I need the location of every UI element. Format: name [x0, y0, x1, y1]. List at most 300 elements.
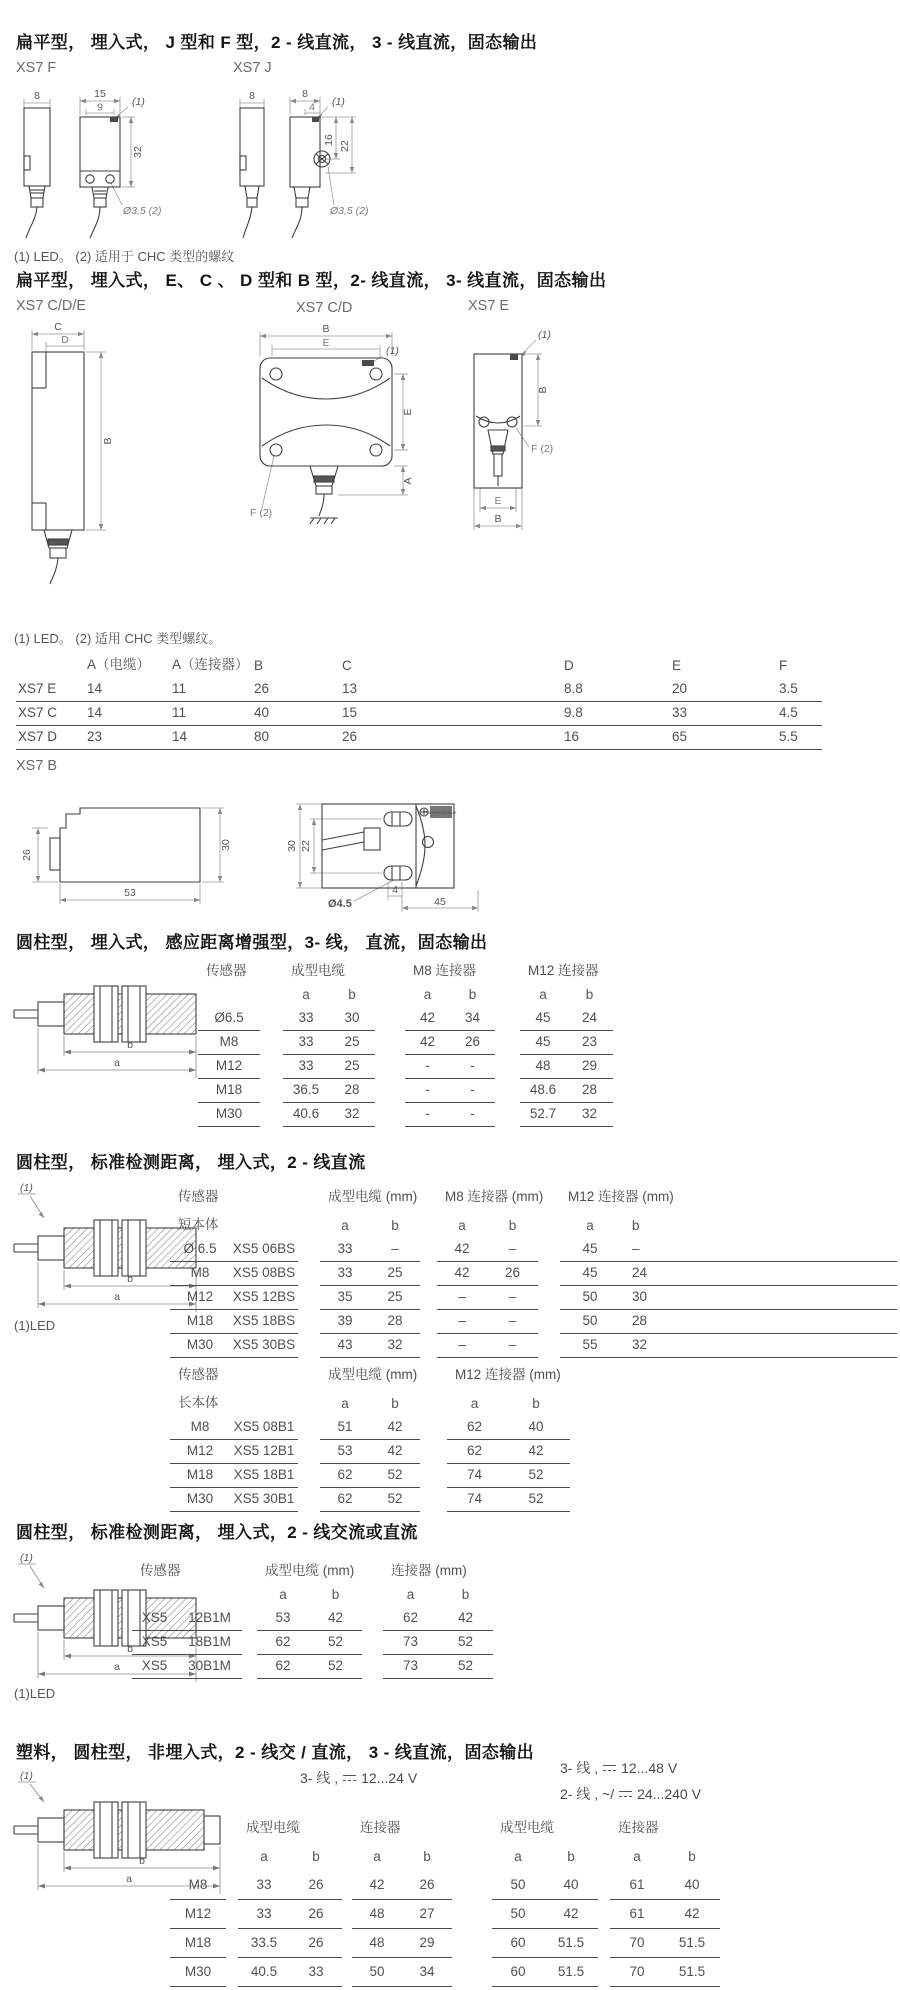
table-cell: 62 — [447, 1416, 502, 1440]
table-cell: 传感器 — [140, 1563, 181, 1578]
table-cell: 43 — [320, 1334, 370, 1358]
xs7j-drawing — [228, 86, 418, 246]
table-cell: 53 — [320, 1440, 370, 1464]
table-cell: 42 — [370, 1440, 420, 1464]
led-callout: (1) — [20, 1182, 33, 1194]
led-callout: (1) — [132, 96, 145, 108]
dim-label: 45 — [434, 896, 446, 908]
table-cell: 52 — [438, 1655, 493, 1679]
table-row — [170, 1262, 897, 1286]
dim-label: b — [127, 1643, 133, 1655]
table-cell: 长本体 — [178, 1395, 219, 1410]
table-cell: 74 — [447, 1464, 502, 1488]
table-cell: 33.5 — [238, 1929, 290, 1958]
table-cell: 42 — [502, 1440, 570, 1464]
table-cell: A（连接器） — [172, 657, 249, 672]
voltage-label-acdc240 — [560, 1784, 701, 1804]
table-cell: 42 — [664, 1900, 720, 1929]
led-callout: (1) — [20, 1552, 33, 1564]
table-cell: 45 — [560, 1262, 620, 1286]
table-cell: 11 — [170, 678, 252, 702]
table-cell: 73 — [383, 1631, 438, 1655]
table-cell: 成型电缆 (mm) — [265, 1563, 355, 1578]
flat-dimension-table — [16, 650, 822, 750]
dim-label: 30 — [220, 839, 232, 851]
dc-symbol-icon — [342, 1773, 357, 1783]
table-row — [16, 678, 822, 702]
table-cell: 34 — [450, 1007, 495, 1031]
dim-label: E — [494, 495, 502, 507]
table-cell: 成型电缆 — [246, 1820, 300, 1835]
standard-short-body-table — [170, 1182, 897, 1358]
table-subheader-row — [170, 1210, 897, 1238]
table-cell: 74 — [447, 1488, 502, 1512]
table-cell: 48 — [352, 1929, 402, 1958]
table-row — [198, 1031, 613, 1055]
dim-label: 22 — [339, 140, 351, 152]
voltage-value: 12...48 V — [621, 1760, 678, 1776]
table-cell: 20 — [670, 678, 777, 702]
table-cell: a — [341, 1396, 349, 1411]
table-cell: b — [461, 1587, 470, 1602]
table-cell: 32 — [329, 1103, 375, 1127]
table-cell: 34 — [402, 1958, 452, 1987]
table-cell: E — [672, 658, 682, 673]
table-cell: 28 — [329, 1079, 375, 1103]
table-cell: M30 — [170, 1334, 230, 1358]
table-cell: 33 — [238, 1900, 290, 1929]
table-cell: b — [348, 987, 356, 1002]
table-cell: a — [586, 1218, 594, 1233]
table-cell: 42 — [405, 1007, 450, 1031]
table-cell: 42 — [309, 1607, 362, 1631]
table-cell: 11 — [170, 702, 252, 726]
table-cell: 23 — [566, 1031, 613, 1055]
footnote: (1)LED — [14, 1686, 56, 1701]
table-cell: M18 — [170, 1464, 230, 1488]
table-cell: 18B1M — [177, 1631, 242, 1655]
table-cell: 80 — [252, 726, 340, 750]
table-row — [198, 1079, 613, 1103]
table-cell: XS5 18B1 — [230, 1464, 298, 1488]
table-header-row — [198, 956, 613, 984]
section-title-plastic-cyl: 塑料， 圆柱型， 非埋入式，2 - 线交 / 直流， 3 - 线直流，固态输出 — [16, 1743, 535, 1762]
table-cell: Ø 6.5 — [170, 1238, 230, 1262]
table-cell: M30 — [198, 1103, 260, 1127]
table-cell: 48 — [520, 1055, 566, 1079]
led-callout: (1) — [20, 1770, 33, 1782]
dim-label: 8 — [249, 90, 255, 102]
dim-label: B — [537, 386, 549, 394]
table-row — [132, 1655, 493, 1679]
table-cell: b — [567, 1849, 575, 1864]
table-cell: 25 — [329, 1055, 375, 1079]
section-title-cyl-std-dc: 圆柱型， 标准检测距离， 埋入式，2 - 线直流 — [16, 1153, 366, 1172]
table-cell: 8.8 — [562, 678, 670, 702]
model-label-xs7b: XS7 B — [16, 758, 58, 774]
table-cell: a — [406, 1587, 415, 1602]
dim-label: 9 — [97, 101, 103, 114]
table-cell: 14 — [85, 702, 170, 726]
hole-label: F (2) — [250, 507, 273, 519]
table-cell: 30B1M — [177, 1655, 242, 1679]
table-cell: 26 — [487, 1262, 538, 1286]
table-cell: 26 — [450, 1031, 495, 1055]
table-cell: 51 — [320, 1416, 370, 1440]
table-cell: b — [585, 987, 594, 1002]
table-cell: 61 — [610, 1900, 664, 1929]
table-subheader-row — [132, 1584, 493, 1607]
table-row — [170, 1488, 570, 1512]
table-cell: a — [539, 987, 547, 1002]
table-cell: – — [620, 1238, 897, 1262]
table-cell: 48 — [352, 1900, 402, 1929]
table-cell: 成型电缆 — [500, 1820, 554, 1835]
voltage-prefix: 3- 线 , — [560, 1760, 599, 1776]
table-cell: 50 — [560, 1286, 620, 1310]
model-label-xs7f: XS7 F — [16, 60, 57, 76]
table-cell: b — [532, 1396, 540, 1411]
section-title-cyl-enhanced: 圆柱型， 埋入式， 感应距离增强型，3- 线， 直流，固态输出 — [16, 933, 488, 952]
table-cell: 50 — [492, 1871, 544, 1900]
plastic-cylindrical-table — [170, 1810, 720, 1987]
table-cell: 52 — [309, 1631, 362, 1655]
dim-label: D — [61, 334, 69, 346]
table-cell: 51.5 — [664, 1929, 720, 1958]
table-cell: 50 — [560, 1310, 620, 1334]
table-cell: b — [468, 987, 477, 1002]
table-cell: 25 — [370, 1286, 420, 1310]
table-cell: 52 — [502, 1464, 570, 1488]
table-cell: a — [341, 1218, 349, 1233]
dim-label: 4 — [309, 101, 315, 114]
table-cell: - — [450, 1055, 495, 1079]
table-cell: M12 — [198, 1055, 260, 1079]
table-cell: XS5 — [132, 1631, 177, 1655]
dim-label: 4 — [392, 884, 398, 896]
table-cell: 52 — [438, 1631, 493, 1655]
table-cell: 16 — [562, 726, 670, 750]
hole-label: F (2) — [531, 443, 554, 455]
table-cell: 36.5 — [283, 1079, 329, 1103]
table-cell: b — [423, 1849, 431, 1864]
table-row — [132, 1607, 493, 1631]
model-label-xs7e: XS7 E — [468, 298, 510, 314]
dim-label: a — [114, 1057, 120, 1069]
table-header-row — [170, 1360, 570, 1388]
table-row — [16, 702, 822, 726]
table-cell: 26 — [252, 678, 340, 702]
table-cell: 25 — [370, 1262, 420, 1286]
ac-symbol: ~/ — [602, 1786, 615, 1802]
table-cell: M8 — [170, 1871, 226, 1900]
table-cell: - — [405, 1055, 450, 1079]
model-label-xs7j: XS7 J — [233, 60, 272, 76]
table-row — [170, 1238, 897, 1262]
table-cell: 9.8 — [562, 702, 670, 726]
table-cell: b — [508, 1218, 517, 1233]
voltage-prefix: 2- 线 , — [560, 1786, 599, 1802]
dim-label: B — [322, 323, 330, 335]
dim-label: B — [494, 513, 502, 525]
table-cell: 23 — [85, 726, 170, 750]
table-cell: 15 — [340, 702, 562, 726]
table-cell: 42 — [544, 1900, 598, 1929]
footnote: (1) LED。 (2) 适用 CHC 类型螺纹。 — [14, 631, 222, 646]
xs7cd-drawing — [246, 318, 416, 623]
table-cell: – — [487, 1286, 538, 1310]
dim-label: 8 — [34, 90, 40, 102]
table-cell: B — [254, 658, 264, 673]
table-row — [170, 1958, 720, 1987]
table-cell: 42 — [405, 1031, 450, 1055]
table-cell: 73 — [383, 1655, 438, 1679]
table-cell: 39 — [320, 1310, 370, 1334]
table-cell: Ø6.5 — [198, 1007, 260, 1031]
table-cell: M18 — [198, 1079, 260, 1103]
table-cell: 成型电缆 — [291, 963, 345, 978]
table-cell: 45 — [520, 1007, 566, 1031]
xs7b-side-drawing — [18, 780, 253, 920]
voltage-value: 24...240 V — [637, 1786, 701, 1802]
table-header-row — [170, 1182, 897, 1210]
dim-label: b — [139, 1855, 145, 1867]
table-cell: 42 — [437, 1262, 487, 1286]
table-cell: a — [279, 1587, 287, 1602]
hole-label: Ø3,5 (2) — [123, 205, 162, 217]
xs7cde-drawing — [12, 318, 127, 588]
table-cell: XS5 — [132, 1607, 177, 1631]
table-cell: 4.5 — [777, 702, 822, 726]
table-cell: A（电缆） — [87, 657, 151, 672]
table-cell: 33 — [290, 1958, 342, 1987]
table-cell: 24 — [620, 1262, 897, 1286]
table-cell: 52.7 — [520, 1103, 566, 1127]
table-cell: 27 — [402, 1900, 452, 1929]
table-cell: a — [302, 987, 310, 1002]
table-cell: 52 — [309, 1655, 362, 1679]
dim-label: 26 — [21, 849, 33, 861]
table-cell: 52 — [370, 1488, 420, 1512]
table-cell: – — [487, 1238, 538, 1262]
table-cell: 28 — [370, 1310, 420, 1334]
table-cell: 62 — [257, 1631, 309, 1655]
table-cell: a — [458, 1218, 466, 1233]
table-cell: XS7 D — [16, 726, 85, 750]
table-cell: b — [391, 1218, 399, 1233]
voltage-value: 12...24 V — [361, 1770, 418, 1786]
table-cell: XS5 30B1 — [230, 1488, 298, 1512]
table-cell: 65 — [670, 726, 777, 750]
led-callout: (1) — [538, 329, 551, 341]
table-cell: 29 — [402, 1929, 452, 1958]
table-cell: XS5 08BS — [230, 1262, 298, 1286]
table-row — [170, 1286, 897, 1310]
table-cell: 24 — [566, 1007, 613, 1031]
table-cell: 13 — [340, 678, 562, 702]
standard-long-body-table — [170, 1360, 570, 1512]
dim-label: B — [102, 437, 114, 445]
table-cell: XS5 06BS — [230, 1238, 298, 1262]
table-cell: 48.6 — [520, 1079, 566, 1103]
table-row — [170, 1871, 720, 1900]
table-row — [198, 1055, 613, 1079]
table-cell: 52 — [370, 1464, 420, 1488]
table-row — [132, 1631, 493, 1655]
table-cell: 14 — [85, 678, 170, 702]
table-cell: 42 — [370, 1416, 420, 1440]
table-cell: M12 连接器 — [528, 963, 599, 978]
table-cell: M12 连接器 (mm) — [568, 1189, 674, 1204]
table-cell: 62 — [320, 1464, 370, 1488]
table-cell: M8 — [170, 1262, 230, 1286]
table-row — [170, 1900, 720, 1929]
table-cell: 45 — [520, 1031, 566, 1055]
table-cell: 连接器 (mm) — [391, 1563, 467, 1578]
table-cell: XS5 30BS — [230, 1334, 298, 1358]
section-title-flat-ecdb: 扁平型， 埋入式， E、 C 、 D 型和 B 型，2- 线直流， 3- 线直流，固态输出 — [16, 271, 607, 290]
table-cell: 传感器 — [178, 1367, 219, 1382]
table-cell: 35 — [320, 1286, 370, 1310]
table-cell: 短本体 — [178, 1217, 219, 1232]
table-cell: 32 — [566, 1103, 613, 1127]
table-cell: M30 — [170, 1488, 230, 1512]
table-cell: 3.5 — [777, 678, 822, 702]
table-cell: a — [633, 1849, 641, 1864]
table-cell: XS7 E — [16, 678, 85, 702]
dim-label: E — [322, 337, 330, 349]
table-cell: 25 — [329, 1031, 375, 1055]
dc-symbol-icon — [602, 1763, 617, 1773]
table-cell: 33 — [320, 1238, 370, 1262]
table-cell: b — [312, 1849, 320, 1864]
table-cell: XS5 12BS — [230, 1286, 298, 1310]
table-row — [170, 1929, 720, 1958]
table-cell: M18 — [170, 1929, 226, 1958]
table-cell: M30 — [170, 1958, 226, 1987]
table-cell: 60 — [492, 1958, 544, 1987]
table-cell: a — [260, 1849, 268, 1864]
dim-label: b — [127, 1273, 133, 1285]
table-cell — [16, 650, 85, 678]
table-cell: 42 — [352, 1871, 402, 1900]
table-cell: 28 — [566, 1079, 613, 1103]
table-cell: 30 — [620, 1286, 897, 1310]
table-cell: 40 — [502, 1416, 570, 1440]
table-cell: 33 — [320, 1262, 370, 1286]
table-cell: 33 — [670, 702, 777, 726]
table-cell: 33 — [238, 1871, 290, 1900]
table-cell: 32 — [370, 1334, 420, 1358]
table-cell: 53 — [257, 1607, 309, 1631]
table-cell: 70 — [610, 1929, 664, 1958]
table-cell: 62 — [383, 1607, 438, 1631]
table-cell: 40 — [664, 1871, 720, 1900]
table-cell: C — [342, 658, 352, 673]
table-cell: XS5 08B1 — [230, 1416, 298, 1440]
table-cell: 62 — [447, 1440, 502, 1464]
table-cell: 33 — [283, 1031, 329, 1055]
table-cell: 12B1M — [177, 1607, 242, 1631]
table-cell: 51.5 — [544, 1929, 598, 1958]
cylindrical-sensor-drawing — [8, 962, 208, 1092]
dim-label: C — [54, 321, 62, 333]
xs7b-front-drawing — [288, 780, 503, 920]
dim-label: A — [402, 477, 414, 485]
footnote: (1) LED。 (2) 适用于 CHC 类型的螺纹 — [14, 249, 235, 264]
table-cell: 26 — [290, 1900, 342, 1929]
table-row — [198, 1103, 613, 1127]
table-cell: 42 — [437, 1238, 487, 1262]
table-cell: 32 — [620, 1334, 897, 1358]
voltage-prefix: 3- 线 , — [300, 1770, 339, 1786]
table-cell: 5.5 — [777, 726, 822, 750]
table-cell: 60 — [492, 1929, 544, 1958]
table-cell: b — [688, 1849, 696, 1864]
voltage-label-dc48 — [560, 1758, 677, 1778]
table-row — [198, 1007, 613, 1031]
table-subheader-row — [170, 1388, 570, 1416]
dim-label: 8 — [302, 88, 308, 100]
led-callout: (1) — [332, 96, 345, 108]
table-cell: M12 — [170, 1440, 230, 1464]
table-cell: 连接器 — [618, 1820, 659, 1835]
table-cell: – — [437, 1286, 487, 1310]
acdc-table — [132, 1556, 493, 1679]
table-row — [170, 1464, 570, 1488]
dim-label: a — [114, 1661, 120, 1673]
table-cell: M12 连接器 (mm) — [455, 1367, 561, 1382]
table-cell: D — [564, 658, 574, 673]
table-cell: 成型电缆 (mm) — [328, 1189, 418, 1204]
table-cell: M12 — [170, 1900, 226, 1929]
table-cell: a — [514, 1849, 522, 1864]
xs7f-drawing — [10, 86, 225, 246]
table-cell: - — [405, 1079, 450, 1103]
brand-badge: Telemecanique — [425, 810, 457, 815]
table-header-row — [170, 1810, 720, 1843]
table-cell: 传感器 — [206, 963, 247, 978]
table-cell: 55 — [560, 1334, 620, 1358]
table-cell: – — [370, 1238, 420, 1262]
dim-label: 30 — [286, 840, 298, 852]
dim-label: b — [127, 1039, 133, 1051]
table-cell: – — [437, 1310, 487, 1334]
table-cell: XS5 18BS — [230, 1310, 298, 1334]
footnote: (1)LED — [14, 1318, 56, 1333]
xs7e-drawing — [450, 318, 585, 563]
table-cell: 42 — [438, 1607, 493, 1631]
table-cell: 62 — [257, 1655, 309, 1679]
table-cell: 传感器 — [178, 1189, 219, 1204]
section-title-flat-jf: 扁平型， 埋入式， J 型和 F 型，2 - 线直流， 3 - 线直流，固态输出 — [16, 33, 538, 52]
table-cell: 51.5 — [544, 1958, 598, 1987]
dim-label: 22 — [300, 840, 312, 852]
table-cell: 40.5 — [238, 1958, 290, 1987]
dim-label: a — [126, 1873, 132, 1885]
table-cell: F — [779, 658, 788, 673]
table-cell: XS5 12B1 — [230, 1440, 298, 1464]
dim-label: 53 — [124, 887, 136, 899]
table-cell: 26 — [402, 1871, 452, 1900]
led-callout: (1) — [386, 345, 399, 357]
table-row — [170, 1334, 897, 1358]
model-label-xs7cde: XS7 C/D/E — [16, 298, 87, 314]
table-cell: 28 — [620, 1310, 897, 1334]
table-row — [16, 726, 822, 750]
table-cell: 40.6 — [283, 1103, 329, 1127]
table-cell: - — [450, 1103, 495, 1127]
